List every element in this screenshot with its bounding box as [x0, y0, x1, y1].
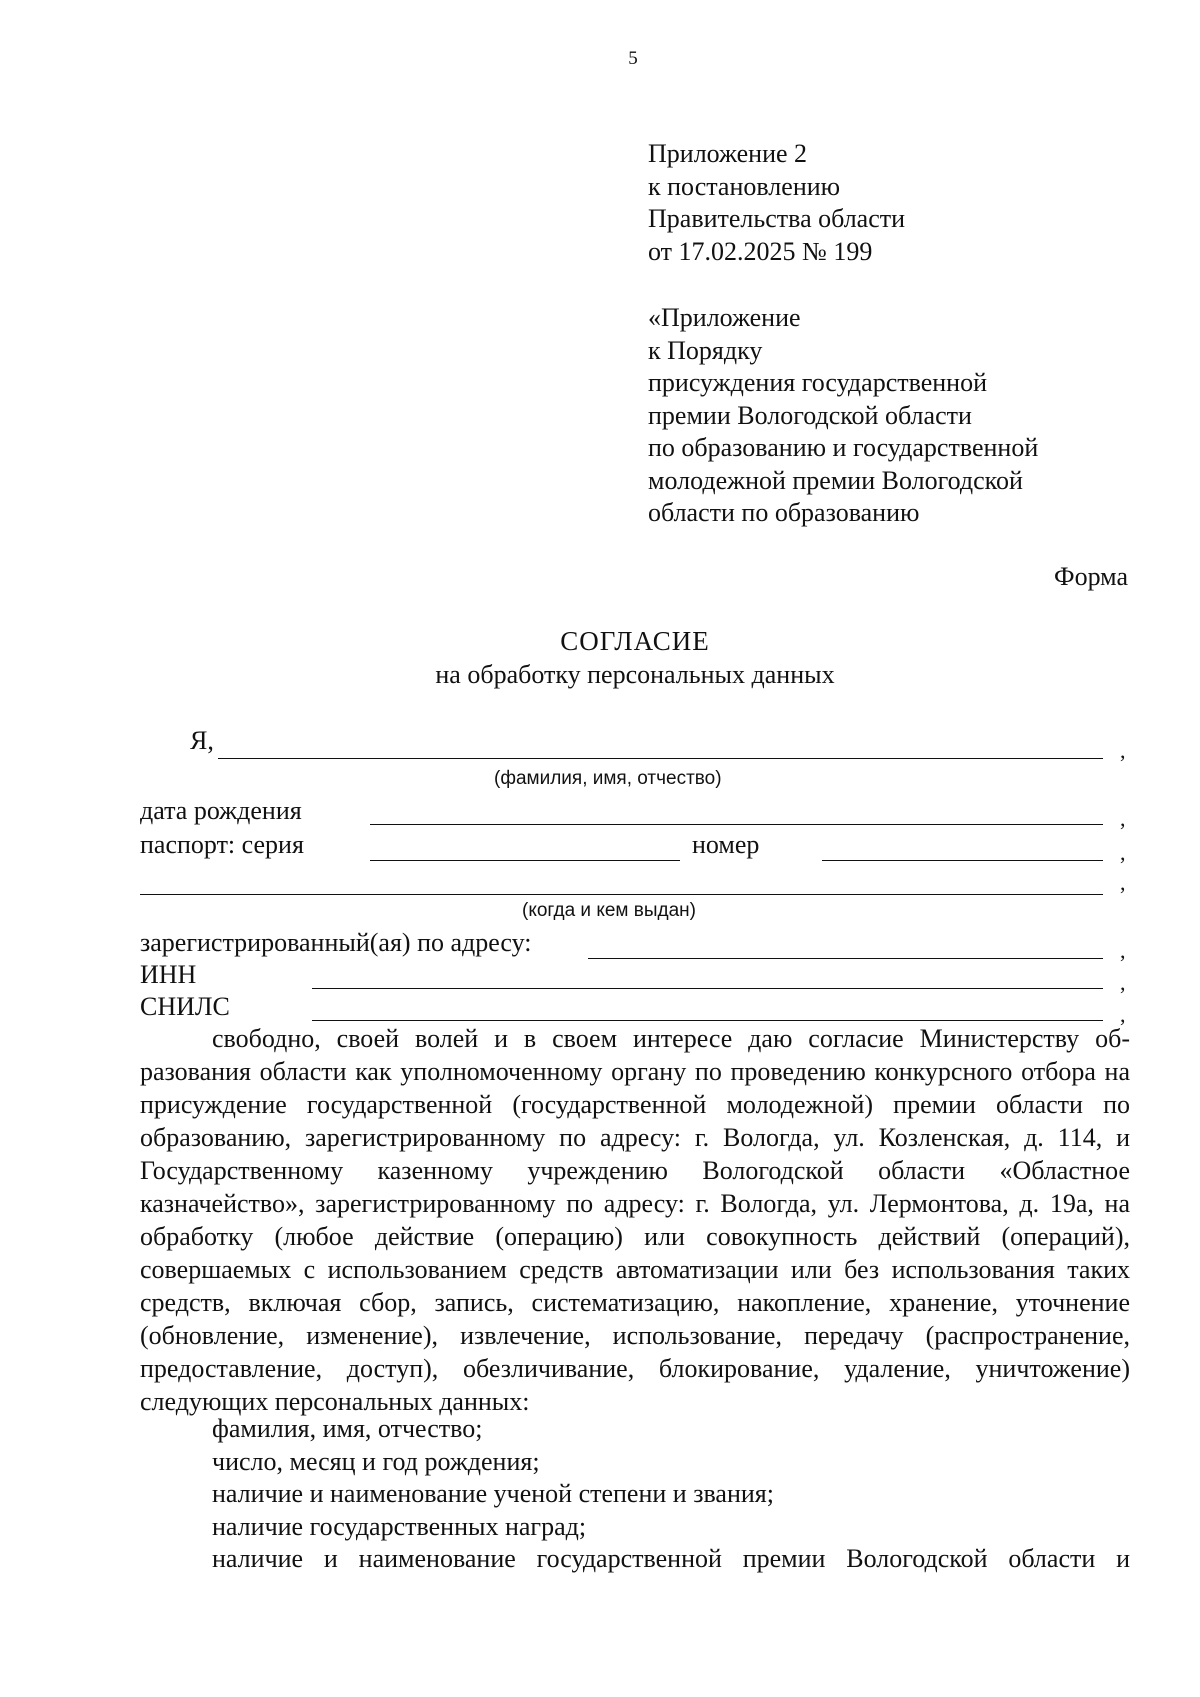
appendix-line: Правительства области: [648, 204, 906, 233]
list-item: фамилия, имя, отчество;: [212, 1414, 483, 1443]
comma: ,: [1120, 840, 1126, 865]
order-appendix-line: премии Вологодской области: [648, 400, 972, 430]
list-item: наличие и наименование государственной премии Вологодской области и: [212, 1544, 1130, 1574]
appendix-line: от 17.02.2025 № 199: [648, 236, 873, 266]
list-item: наличие и наименование ученой степени и звания;: [212, 1479, 774, 1509]
snils-field-line[interactable]: [312, 1020, 1103, 1021]
document-title: СОГЛАСИЕ: [560, 626, 710, 656]
page-number: 5: [628, 48, 638, 69]
address-field-line[interactable]: [588, 958, 1103, 959]
inn-label: ИНН: [140, 960, 197, 989]
order-appendix-line: по образованию и государственной: [648, 433, 1039, 462]
consent-text-block: [140, 1022, 1130, 1418]
comma: ,: [1120, 806, 1126, 831]
fio-field-line[interactable]: [218, 758, 1103, 759]
inn-field-line[interactable]: [312, 988, 1103, 989]
i-label: Я,: [190, 726, 214, 755]
consent-paragraph: свободно, своей волей и в своем интересе даю согласие Министерству образования области как уполномоченному органу по проведению конкурсного отбора на присуждение государственной (государственной молодежной) премии области по образованию, зарегистрированному по адресу: г. Вологда, ул. Козленская, д. 114, и Государственному казенному учреждению Вологодской области «Областное казначейство», зарегистрированному по адресу: г. Вологда, ул. Лермонтова, д. 19а, на обработку (любое действие (операцию) или совокупность действий (операций), совершаемых с использованием средств автоматизации или без использования таких средств, включая сбор, запись, систематизацию, накопление, хранение, уточнение (обновление, изменение), извлечение, использование, передачу (распространение, предоставление, доступ), обезличивание, блокирование, удаление, уничтожение) следующих персональных данных:: [140, 1024, 1130, 1416]
order-appendix-line: «Приложение: [648, 303, 801, 332]
snils-label: СНИЛС: [140, 992, 230, 1021]
order-appendix-line: области по образованию: [648, 498, 920, 527]
appendix-line: Приложение 2: [648, 139, 808, 168]
list-item: наличие государственных наград;: [212, 1511, 587, 1541]
birth-date-field-line[interactable]: [370, 824, 1103, 825]
list-item: число, месяц и год рождения;: [212, 1446, 540, 1476]
passport-number-label: номер: [692, 830, 760, 859]
passport-number-field-line[interactable]: [822, 860, 1103, 861]
form-label: Форма: [1054, 562, 1128, 591]
comma: ,: [1120, 738, 1126, 763]
passport-issued-field-line[interactable]: [140, 894, 1103, 895]
passport-series-field-line[interactable]: [370, 860, 680, 861]
order-appendix-line: молодежной премии Вологодской: [648, 465, 1023, 495]
comma: ,: [1120, 938, 1126, 963]
appendix-header: [648, 138, 905, 268]
comma: ,: [1120, 970, 1126, 995]
appendix-line: к постановлению: [648, 171, 841, 201]
issued-hint: (когда и кем выдан): [522, 900, 696, 921]
comma: ,: [1120, 1002, 1126, 1027]
order-appendix-line: к Порядку: [648, 335, 763, 365]
fio-hint: (фамилия, имя, отчество): [494, 768, 722, 789]
passport-series-label: паспорт: серия: [140, 830, 304, 859]
order-appendix-header: [648, 302, 1038, 530]
address-label: зарегистрированный(ая) по адресу:: [140, 928, 532, 957]
birth-date-label: дата рождения: [140, 796, 302, 825]
comma: ,: [1120, 870, 1126, 895]
document-subtitle: на обработку персональных данных: [435, 660, 835, 689]
personal-data-list: [212, 1413, 1130, 1576]
order-appendix-line: присуждения государственной: [648, 368, 988, 397]
